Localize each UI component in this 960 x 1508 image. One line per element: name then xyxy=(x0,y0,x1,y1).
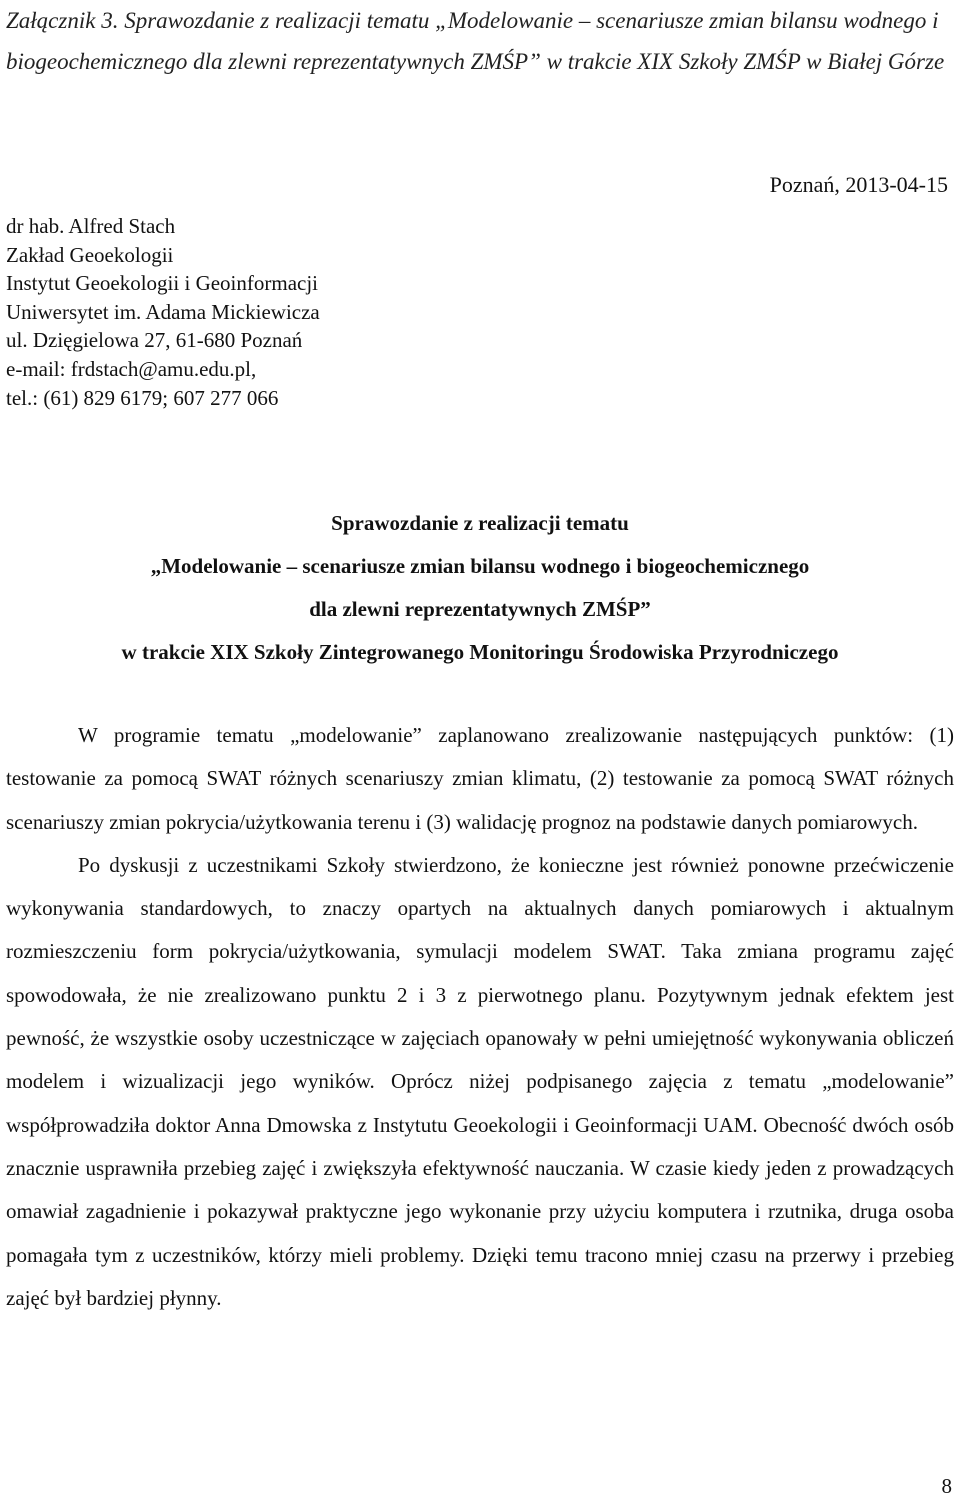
author-email: e-mail: frdstach@amu.edu.pl, xyxy=(6,356,257,381)
author-institute: Instytut Geoekologii i Geoinformacji xyxy=(6,271,319,296)
author-phone: tel.: (61) 829 6179; 607 277 066 xyxy=(6,385,279,410)
author-address: ul. Dzięgielowa 27, 61-680 Poznań xyxy=(6,328,303,353)
attachment-title: Załącznik 3. Sprawozdanie z realizacji tematu „Modelowanie – scenariusze zmian bilansu wodnego i biogeochemicznego dla zlewni reprezentatywnych ZMŚP” w trakcie XIX Szkoły ZMŚP w Białej Górze xyxy=(6,8,945,74)
report-title-line-1: Sprawozdanie z realizacji tematu xyxy=(331,511,629,535)
report-title-line-4: w trakcie XIX Szkoły Zintegrowanego Monitoringu Środowiska Przyrodniczego xyxy=(121,640,839,664)
author-department: Zakład Geoekologii xyxy=(6,242,174,267)
report-title xyxy=(0,502,960,674)
report-title-line-3: dla zlewni reprezentatywnych ZMŚP” xyxy=(309,597,651,621)
body-paragraph-2: Po dyskusji z uczestnikami Szkoły stwierdzono, że konieczne jest również ponowne przećwiczenie wykonywania standardowych, to znaczy opartych na aktualnych danych pomiarowych i aktualnym rozmieszczeniu form pokrycia/użytkowania, symulacji modelem SWAT. Taka zmiana programu zajęć spowodowała, że nie zrealizowano punktu 2 i 3 z pierwotnego planu. Pozytywnym jednak efektem jest pewność, że wszystkie osoby uczestniczące w zajęciach opanowały w pełni umiejętność wykonywania obliczeń modelem i wizualizacji jego wyników. Oprócz niżej podpisanego zajęcia z tematu „modelowanie” współprowadziła doktor Anna Dmowska z Instytutu Geoekologii i Geoinformacji UAM. Obecność dwóch osób znacznie usprawniła przebieg zajęć i zwiększyła efektywność nauczania. W czasie kiedy jeden z prowadzących omawiał zagadnienie i pokazywał praktyczne jego wykonanie przy użyciu komputera i rzutnika, druga osoba pomagała tym z uczestników, którzy mieli problemy. Dzięki temu tracono mniej czasu na przerwy i przebieg zajęć był bardziej płynny. xyxy=(6,852,954,1310)
page-number: 8 xyxy=(941,1474,952,1498)
author-university: Uniwersytet im. Adama Mickiewicza xyxy=(6,299,320,324)
report-title-line-2: „Modelowanie – scenariusze zmian bilansu wodnego i biogeochemicznego xyxy=(150,554,810,578)
body-paragraph-1: W programie tematu „modelowanie” zaplanowano zrealizowanie następujących punktów: (1) testowanie za pomocą SWAT różnych scenariuszy zmian klimatu, (2) testowanie za pomocą SWAT różnych scenariuszy zmian pokrycia/użytkowania terenu i (3) walidację prognoz na podstawie danych pomiarowych. xyxy=(6,723,954,834)
author-name: dr hab. Alfred Stach xyxy=(6,214,176,238)
document-date: Poznań, 2013-04-15 xyxy=(769,172,948,197)
report-body xyxy=(6,714,954,1320)
author-block xyxy=(6,212,320,412)
